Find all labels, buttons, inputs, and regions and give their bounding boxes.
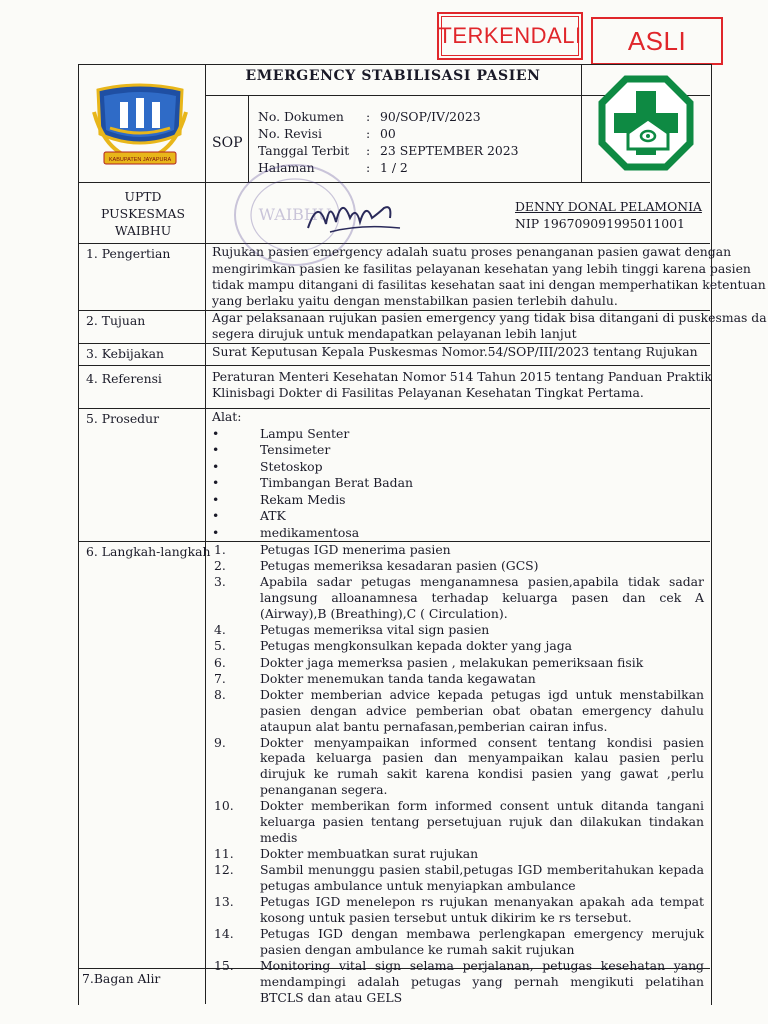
step-item: 2. Petugas memeriksa kesadaran pasien (GCS) <box>214 558 539 574</box>
stamp-asli: ASLI <box>591 17 723 65</box>
step-item: 5. Petugas mengkonsulkan kepada dokter yang jaga <box>214 638 573 654</box>
kebijakan-text: Surat Keputusan Kepala Puskesmas Nomor.54/SOP/III/2023 tentang Rujukan <box>212 344 698 359</box>
langkah-steps <box>212 542 704 1006</box>
signer-name: DENNY DONAL PELAMONIA <box>515 199 702 214</box>
pengertian-line-2: mengirimkan pasien ke fasilitas pelayanan kesehatan yang lebih tinggi karena pasien <box>212 261 751 276</box>
label-prosedur: 5. Prosedur <box>86 411 160 426</box>
pengertian-line-1: Rujukan pasien emergency adalah suatu proses penanganan pasien gawat dengan <box>212 244 732 259</box>
uptd-line-2: PUSKESMAS <box>101 206 185 221</box>
list-item: • Tensimeter <box>212 442 331 457</box>
rule-header <box>78 182 710 183</box>
label-referensi: 4. Referensi <box>86 371 162 386</box>
list-item: • ATK <box>212 508 286 523</box>
puskesmas-logo <box>598 75 694 175</box>
pengertian-line-4: yang berlaku yaitu dengan menstabilkan pasien terlebih dahulu. <box>212 293 618 308</box>
meta-no-revisi: No. Revisi : 00 <box>258 126 396 141</box>
regency-emblem-logo <box>92 82 188 172</box>
referensi-line-1: Peraturan Menteri Kesehatan Nomor 514 Tahun 2015 tentang Panduan Praktik <box>212 369 712 384</box>
step-item: 10. Dokter memberikan form informed consent untuk ditanda tangani keluarga pasien tentang persetujuan rujuk dan dilakukan tindakan medis <box>214 798 704 845</box>
emblem-caption: KABUPATEN JAYAPURA <box>108 157 172 163</box>
sop-label: SOP <box>212 135 243 151</box>
logo-divider <box>581 64 582 182</box>
step-item: 6. Dokter jaga memerksa pasien , melakukan pemeriksaan fisik <box>214 654 644 670</box>
step-item: 4. Petugas memeriksa vital sign pasien <box>214 622 490 638</box>
prosedur-heading: Alat: <box>212 409 242 424</box>
label-kebijakan: 3. Kebijakan <box>86 346 165 361</box>
seal-text: WAIBHU <box>258 205 332 224</box>
uptd-line-3: WAIBHU <box>114 223 172 238</box>
label-pengertian: 1. Pengertian <box>86 246 171 261</box>
rule-5 <box>78 408 710 409</box>
meta-tanggal-terbit: Tanggal Terbit : 23 SEPTEMBER 2023 <box>258 143 519 158</box>
prosedur-list <box>212 409 413 541</box>
pengertian-line-3: tidak mampu ditangani di fasilitas kesehatan saat ini dengan memperhatikan ketentuan <box>212 277 766 292</box>
document-title: EMERGENCY STABILISASI PASIEN <box>245 68 541 84</box>
rule-4 <box>78 365 710 366</box>
step-item: 14. Petugas IGD dengan membawa perlengkapan emergency merujuk pasien dengan ambulance ke rumah sakit rujukan <box>214 926 704 957</box>
meta-halaman: Halaman : 1 / 2 <box>258 160 408 175</box>
step-item: 9. Dokter menyampaikan informed consent tentang kondisi pasien kepada keluarga pasien dan menyampaikan kalau pasien perlu dirujuk ke rumah sakit karena kondisi pasien yang gawat ,perlu penanganan segera. <box>214 734 704 798</box>
uptd-block <box>80 188 206 239</box>
handwritten-signature <box>300 188 410 242</box>
uptd-line-1: UPTD <box>124 189 162 204</box>
tujuan-line-2: segera dirujuk untuk mendapatkan pelayanan lebih lanjut <box>212 326 577 341</box>
list-item: • Lampu Senter <box>212 425 350 441</box>
step-item: 3. Apabila sadar petugas menganamnesa pasien,apabila tidak sadar langsung alloanamnesa terhadap keluarga pasen dan cek A (Airway),B (Breathing),C ( Circulation). <box>214 574 704 621</box>
signer-block <box>515 198 702 232</box>
step-item: 12. Sambil menunggu pasien stabil,petugas IGD memberitahukan kepada petugas ambulance untuk menyiapkan ambulance <box>214 862 704 894</box>
step-item: 8. Dokter memberian advice kepada petugas igd untuk menstabilkan pasien dengan advice pemberian obat obatan emergency dahulu ataupun alat bantu pernafasan,pemberian cairan infus. <box>214 686 704 734</box>
step-item: 15. Monitoring vital sign selama perjalanan, petugas kesehatan yang mendampingi adalah petugas yang pernah mengikuti pelatihan BTCLS dan atau GELS <box>214 958 704 1005</box>
signer-nip: NIP 196709091995011001 <box>515 216 685 231</box>
label-langkah: 6. Langkah-langkah <box>86 544 211 559</box>
list-item: • Rekam Medis <box>212 491 346 507</box>
step-item: 13. Petugas IGD menelepon rs rujukan menanyakan apakah ada tempat kosong untuk pasien tersebut untuk dikirim ke rs tersebut. <box>214 894 704 926</box>
list-item: • Stetoskop <box>212 458 323 474</box>
tujuan-line-1: Agar pelaksanaan rujukan pasien emergency yang tidak bisa ditangani di puskesmas da <box>212 310 767 325</box>
meta-no-dokumen: No. Dokumen : 90/SOP/IV/2023 <box>258 109 481 124</box>
label-bagan-alir: 7.Bagan Alir <box>82 971 161 986</box>
referensi-line-2: Klinisbagi Dokter di Fasilitas Pelayanan Kesehatan Tingkat Pertama. <box>212 385 644 400</box>
list-item: • medikamentosa <box>212 524 360 540</box>
stamp-terkendali: TERKENDALI <box>437 12 583 60</box>
step-item: 11. Dokter membuatkan surat rujukan <box>214 846 479 862</box>
step-item: 7. Dokter menemukan tanda tanda kegawatan <box>214 670 536 686</box>
step-item: 1. Petugas IGD menerima pasien <box>214 542 451 557</box>
list-item: • Timbangan Berat Badan <box>212 475 413 490</box>
label-tujuan: 2. Tujuan <box>86 313 146 328</box>
